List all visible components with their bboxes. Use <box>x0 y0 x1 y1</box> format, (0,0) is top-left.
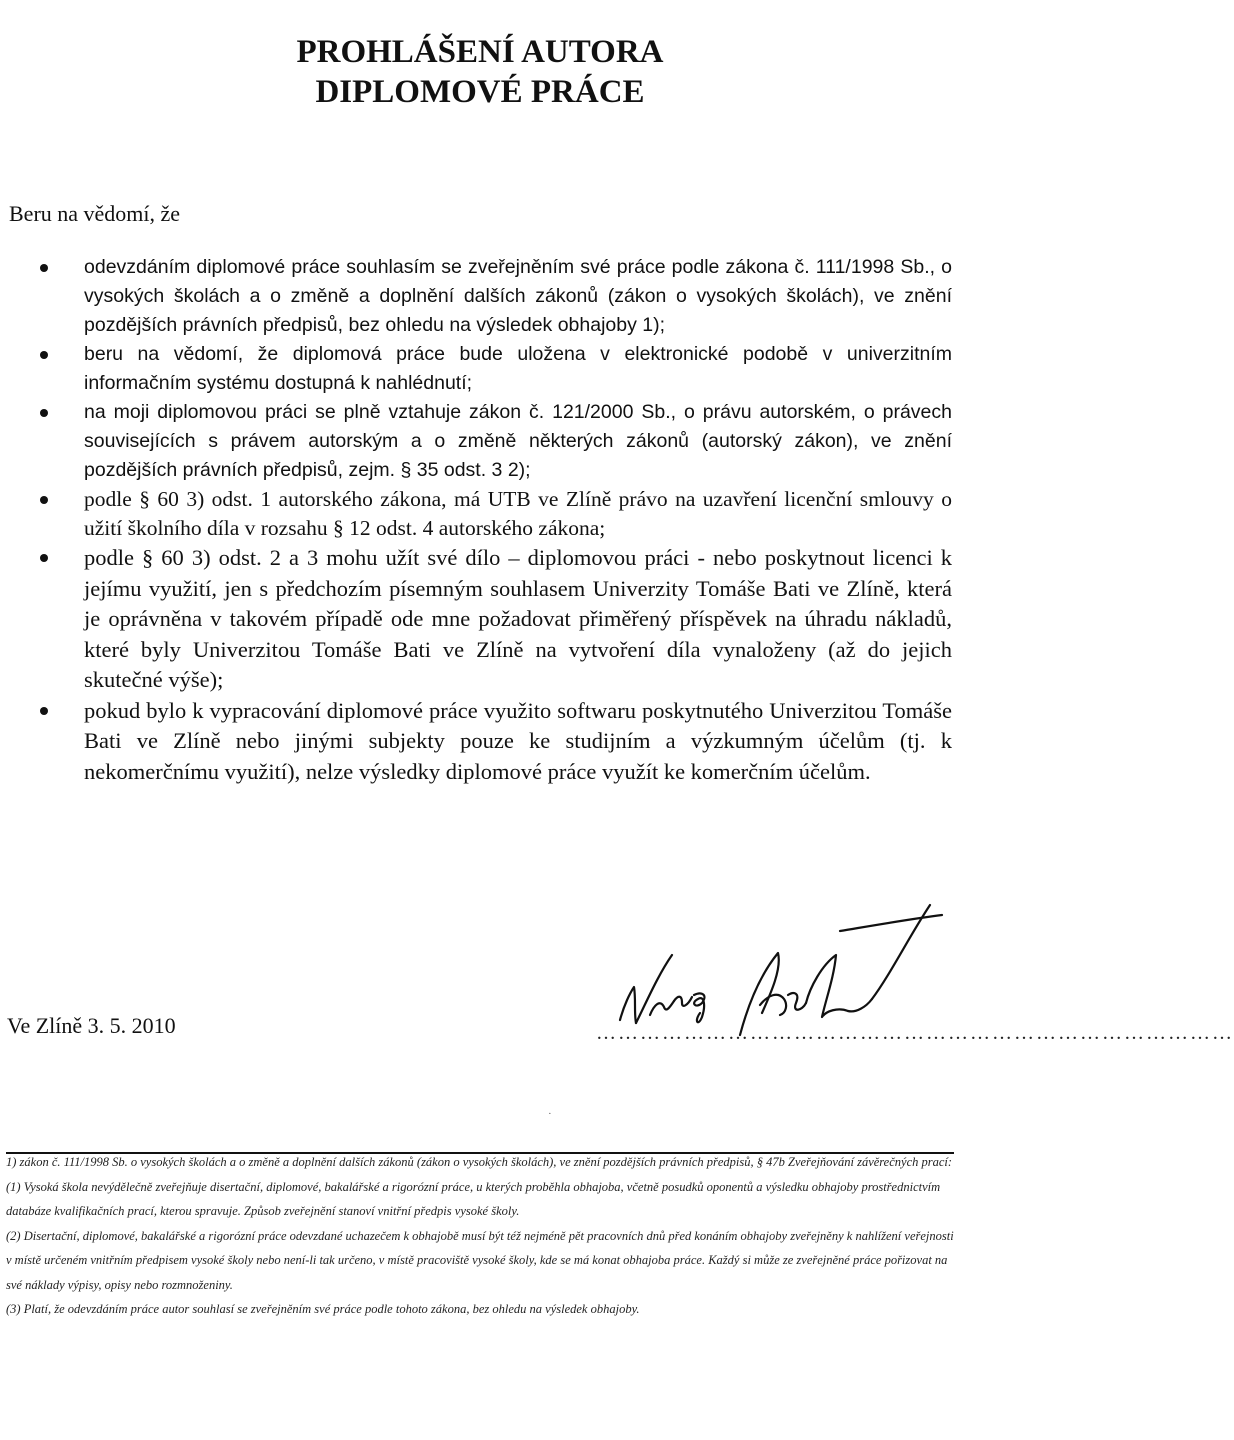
list-item-text: pokud bylo k vypracování diplomové práce využito softwaru poskytnutého Univerzitou Tomáše Bati ve Zlíně nebo jinými subjekty pouze ke studijním a výzkumným účelům (tj. k nekomerčnímu využití), nelze výsledky diplomové práce využít ke komerčním účelům. <box>84 697 952 784</box>
list-item <box>40 696 952 788</box>
bullet-icon <box>40 264 48 272</box>
list-item <box>40 340 952 398</box>
title-line-2: DIPLOMOVÉ PRÁCE <box>315 74 645 110</box>
signature-dotted-line: …………………………………………………………………………… <box>596 1022 1234 1044</box>
bullet-icon <box>40 409 48 417</box>
stray-mark: · <box>548 1108 552 1120</box>
list-item-text: podle § 60 3) odst. 1 autorského zákona, má UTB ve Zlíně právo na uzavření licenční smlouvy o užití školního díla v rozsahu § 12 odst. 4 autorského zákona; <box>84 487 952 540</box>
list-item <box>40 543 952 696</box>
handwritten-signature <box>590 895 1234 1045</box>
bullet-icon <box>40 554 48 562</box>
list-item <box>40 485 952 543</box>
title-line-1: PROHLÁŠENÍ AUTORA <box>296 34 664 70</box>
intro-text: Beru na vědomí, že <box>9 201 181 226</box>
bullet-icon <box>40 496 48 504</box>
footnote-paragraph-1: (1) Vysoká škola nevýdělečně zveřejňuje disertační, diplomové, bakalářské a rigorózní práce, u kterých proběhla obhajoba, včetně posudků oponentů a výsledku obhajoby prostřednictvím databáze kvalifikačních prací, kterou spravuje. Způsob zveřejnění stanoví vnitřní předpis vysoké školy. <box>6 1179 941 1218</box>
bullet-icon <box>40 707 48 715</box>
list-item-text: odevzdáním diplomové práce souhlasím se zveřejněním své práce podle zákona č. 111/1998 Sb., o vysokých školách a o změně a doplnění dalších zákonů (zákon o vysokých školách), ve znění pozdějších právních předpisů, bez ohledu na výsledek obhajoby 1); <box>84 256 952 336</box>
document-title <box>0 32 960 112</box>
footnotes <box>6 1150 954 1322</box>
list-item-text: na moji diplomovou práci se plně vztahuje zákon č. 121/2000 Sb., o právu autorském, o právech souvisejících s právem autorským a o změně některých zákonů (autorský zákon), ve znění pozdějších právních předpisů, zejm. § 35 odst. 3 2); <box>84 401 952 481</box>
list-item <box>40 398 952 485</box>
footnote-divider <box>6 1152 954 1154</box>
footnote-paragraph-3: (3) Platí, že odevzdáním práce autor souhlasí se zveřejněním své práce podle tohoto zákona, bez ohledu na výsledek obhajoby. <box>6 1302 640 1316</box>
list-item-text: beru na vědomí, že diplomová práce bude uložena v elektronické podobě v univerzitním informačním systému dostupná k nahlédnutí; <box>84 343 952 394</box>
list-item-text: podle § 60 3) odst. 2 a 3 mohu užít své dílo – diplomovou práci - nebo poskytnout licenci k jejímu využití, jen s předchozím písemným souhlasem Univerzity Tomáše Bati ve Zlíně, která je oprávněna v takovém případě ode mne požadovat přiměřený příspěvek na úhradu nákladů, které byly Univerzitou Tomáše Bati ve Zlíně na vytvoření díla vynaloženy (až do jejich skutečné výše); <box>84 545 952 692</box>
list-item <box>40 253 952 340</box>
declaration-list <box>40 253 952 787</box>
footnote-paragraph-2: (2) Disertační, diplomové, bakalářské a rigorózní práce odevzdané uchazečem k obhajobě musí být též nejméně pět pracovních dnů před konáním obhajoby zveřejněny k nahlížení veřejnosti v místě určeném vnitřním předpisem vysoké školy nebo není-li tak určeno, v místě pracoviště vysoké školy, kde se má konat obhajoba práce. Každý si může ze zveřejněné práce pořizovat na své náklady výpisy, opisy nebo rozmnoženiny. <box>6 1228 954 1292</box>
place-date: Ve Zlíně 3. 5. 2010 <box>7 1013 176 1038</box>
bullet-icon <box>40 351 48 359</box>
footnote-1: 1) zákon č. 111/1998 Sb. o vysokých školách a o změně a doplnění dalších zákonů (zákon o vysokých školách), ve znění pozdějších právních předpisů, § 47b Zveřejňování závěrečných prací: <box>6 1155 953 1169</box>
